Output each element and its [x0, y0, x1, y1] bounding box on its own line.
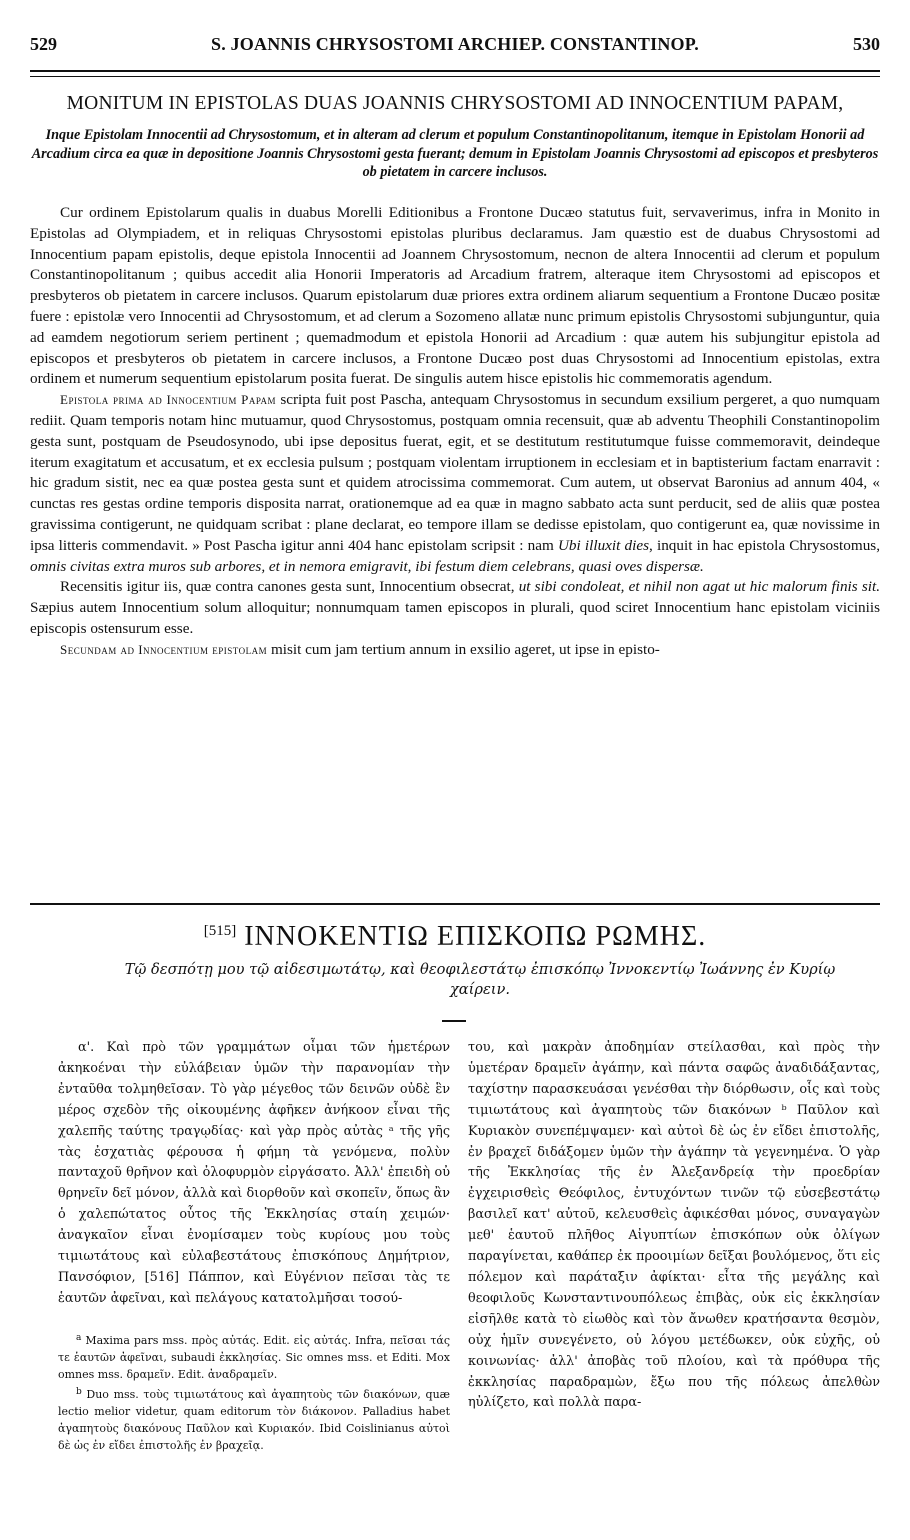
- paragraph-text: scripta fuit post Pascha, antequam Chrysostomus in secundum exsilium pergeret, a quo numquam rediit. Quam temporis notam hinc mutuamur, quod Chrysostomus, postquam omnia recensuit, quæ ab adventu Theophili Constantinopolim gesta sunt, postquam de Pseudosynodo, ubi ipse depositus fuerat, egit, et se destitutum restitutumque fuisse commemoravit, deindeque iterum exagitatum et accusatum, et ex ecclesia pulsum ; postquam violentam irruptionem in ecclesiam et in baptisterium factam enarravit : hic gradum sistit, nec ea quæ postea gesta sunt et quidem atrocissima commemorat. Cum autem, ut observat Baronius ad annum 404, « cunctas res gestas ordine temporis disposita narrat, orationemque ad ea quæ in magno sabbato acta sunt perducit, sed de aliis quæ postea gravissima contigerunt, ne quidquam scribat : plane declarat, eo tempore illam se dedisse epistolam, quo contigerunt ea, quæ novissime in ipsa litteris commendavit. » Post Pascha igitur anni 404 hanc epistolam scripsit : nam: [30, 391, 880, 554]
- paragraph-text: Recensitis igitur iis, quæ contra canones gesta sunt, Innocentium obsecrat,: [60, 578, 519, 596]
- footnote-text: Maxima pars mss. πρὸς αὐτάς. Edit. εἰς αὐτάς. Infra, πεῖσαι τάς τε ἑαυτῶν ἀφεῖναι, subaudi ἐκκλησίας. Sic omnes mss. et Editi. Mox omnes mss. δραμεῖν. Edit. ἀναδραμεῖν.: [58, 1334, 450, 1381]
- header-rule: [30, 70, 880, 77]
- page-number-left: 529: [30, 34, 57, 54]
- short-divider: [442, 1020, 466, 1022]
- paragraph-text: Sæpius autem Innocentium solum alloquitur; nonnumquam tamen episcopos in plurali, quod sciret Innocentium hanc epistolam viciniis episcopis ostensurum esse.: [30, 599, 880, 637]
- paragraph-lead: Epistola prima ad Innocentium Papam: [60, 392, 277, 408]
- greek-column-left: [58, 1038, 450, 1310]
- section-rule: [30, 903, 880, 905]
- greek-text-right: του, καὶ μακρὰν ἀποδημίαν στείλασθαι, καὶ πρὸς τὴν ὑμετέραν δραμεῖν ἀγάπην, καὶ πάντα σαφῶς ἀναδιδάξαντας, ταχίστην παρασκευάσαι γενέσθαι τὴν διόρθωσιν, οἷς καὶ τοὺς τιμιωτάτους καὶ ἀγαπητοὺς τῶν διακόνων ᵇ Παῦλον καὶ Κυριακὸν συνεπέμψαμεν· καὶ αὐτοὶ δὲ ὡς ἐν εἴδει ἐπιστολῆς, ἐν βραχεῖ διδάξομεν ὑμῶν τὴν ἀγάπην τὰ γεγενημένα. Ὁ γὰρ τῆς Ἐκκλησίας τῆς ἐν Ἀλεξανδρείᾳ τὴν προεδρίαν ἐγχειρισθεὶς Θεόφιλος, ἐντυχόντων τινῶν τῷ εὐσεβεστάτῳ βασιλεῖ κατ' αὐτοῦ, κελευσθεὶς ἀφικέσθαι μόνος, συναγαγὼν μεθ' ἑαυτοῦ πλῆθος Αἰγυπτίων ἐπισκόπων οὐκ ὀλίγων παραγίνεται, καθάπερ ἐκ προοιμίων δεῖξαι βουλόμενος, ὅτι εἰς πόλεμον καὶ παράταξιν ἀφίκται· εἶτα τῆς μεγάλης καὶ θεοφιλοῦς Κωνσταντινουπόλεως ἐπιβὰς, οὐκ εἰς ἐκκλησίαν εἰσῆλθε κατὰ τὸ εἰωθὸς καὶ τὸν ἄνωθεν κρατήσαντα θεσμὸν, οὐχ ἡμῖν συνεγένετο, οὐ λόγου μετέδωκεν, οὐκ εὐχῆς, οὐ κοινωνίας· ἀλλ' ἀποβὰς τοῦ πλοίου, καὶ τὰ πρόθυρα τῆς ἐκκλησίας παραδραμὼν, ἔξω που τῆς πόλεως ἀπελθὼν ηὐλίζετο, καὶ πολλὰ παρα-: [468, 1040, 880, 1411]
- monitum-body: [30, 203, 880, 661]
- footnote-text: Duo mss. τοὺς τιμιωτάτους καὶ ἀγαπητοὺς τῶν διακόνων, quæ lectio melior videtur, quam editorum τὸν διάκονον. Palladius habet ἀγαπητοὺς διακόνους Παῦλον καὶ Κυριακόν. Ibid Coislinianus αὐτοὶ δὲ ὡς ἐν εἴδει ἐπιστολῆς ἐν βραχεῖᾳ.: [58, 1388, 450, 1452]
- greek-column-right: [468, 1038, 880, 1414]
- running-title: S. JOANNIS CHRYSOSTOMI ARCHIEP. CONSTANTINOP.: [211, 34, 699, 54]
- paragraph-lead: Secundam ad Innocentium epistolam: [60, 641, 268, 657]
- body-paragraph-1: Cur ordinem Epistolarum qualis in duabus Morelli Editionibus a Frontone Ducæo statutus fuit, servaverimus, infra in Monito in Epistolas ad Olympiadem, et in reliquas Chrysostomi epistolas pluribus declaramus. Jam quæstio est de duabus Chrysostomi ad Innocentium papam epistolis, deque epistola Innocentii ad Joannem Chrysostomum, necnon de altera Innocentii ad clerum et populum Constantinopolitanum ; quibus accedit alia Honorii Imperatoris ad Arcadium fratrem, alteraque item Chrysostomi ad episcopos et presbyteros ob pietatem in carcere inclusos. Quarum epistolarum duæ priores extra ordinem aliarum sequentium a Frontone Ducæo positæ fuere : epistolæ vero Innocentii ad Chrysostomum, et ad clerum a Sozomeno allatæ nunc primum epistolis Chrysostomi subjunguntur, quia ad eamdem negotiorum seriem pertinent ; quemadmodum et epistola Honorii ad Arcadium : quæ autem his subjungitur epistola ad episcopos et presbyteros ob pietatem in carcere inclusos, a Frontone Ducæo post duas Chrysostomi ad Innocentium epistolas, extra ordinem et numerum sequentium epistolarum posita fuerat. De singulis autem hisce epistolis hic commemoratis agendum.: [30, 204, 880, 388]
- column-marker: [515]: [203, 923, 237, 939]
- footnote-b: [58, 1384, 450, 1454]
- greek-text-left: α'. Καὶ πρὸ τῶν γραμμάτων οἶμαι τῶν ἡμετέρων ἀκηκοέναι τὴν εὐλάβειαν ὑμῶν τὴν παρανομίαν τὴν ἐνταῦθα τολμηθεῖσαν. Τὸ γὰρ μέγεθος τῶν δεινῶν οὐδὲ ἓν μέρος σχεδὸν τῆς οἰκουμένης ἀφῆκεν ἀνήκοον εἶναι τῆς χαλεπῆς ταύτης τραγῳδίας· καὶ γὰρ πρὸς αὐτὰς ᵃ τῆς γῆς τὰς ἐσχατιὰς φέρουσα ἡ φήμη τὰ γενόμενα, πολὺν πανταχοῦ θρῆνον καὶ ὀλοφυρμὸν εἰργάσατο. Ἀλλ' ἐπειδὴ οὐ θρηνεῖν δεῖ μόνον, ἀλλὰ καὶ διορθοῦν καὶ σκοπεῖν, ὅπως ἂν ὁ χαλεπώτατος οὗτος τῆς Ἐκκλησίας σταίη χειμών· ἀναγκαῖον εἶναι ἐνομίσαμεν τοὺς κυρίους μου τοὺς τιμιωτάτους καὶ εὐλαβεστάτους ἐπισκόπους Δημήτριον, Πανσόφιον, [516] Πάππον, καὶ Εὐγένιον πεῖσαι τὰς τε ἑαυτῶν ἀφεῖναι, καὶ πελάγους κατατολμῆσαι τοσού-: [58, 1040, 450, 1306]
- greek-salutation: Τῷ δεσπότῃ μου τῷ αἰδεσιμωτάτῳ, καὶ θεοφιλεστάτῳ ἐπισκόπῳ Ἰννοκεντίῳ Ἰωάννης ἐν Κυρίῳ χαίρειν.: [124, 961, 836, 998]
- footnote-mark: b: [76, 1387, 82, 1398]
- paragraph-text: , inquit in hac epistola Chrysostomus,: [649, 536, 880, 554]
- footnotes: [58, 1330, 450, 1456]
- paragraph-text: misit cum jam tertium annum in exsilio ageret, ut ipse in episto-: [267, 640, 660, 658]
- quotation: Ubi illuxit dies: [557, 536, 650, 554]
- body-paragraph-2: [30, 390, 880, 577]
- monitum-subtitle: Inque Epistolam Innocentii ad Chrysostomum, et in alteram ad clerum et populum Constantinopolitanum, itemque in Epistolam Honorii ad Arcadium circa ea quæ in depositione Joannis Chrysostomi gesta fuerant; demum in Epistolam Joannis Chrysostomi ad episcopos et presbyteros ob pietatem in carcere inclusos.: [31, 127, 879, 180]
- greek-title-text: ΙΝΝΟΚΕΝΤΙΩ ΕΠΙΣΚΟΠΩ ΡΩΜΗΣ.: [244, 921, 707, 952]
- quotation: ut sibi condoleat, et nihil non agat ut hic malorum finis sit.: [518, 578, 880, 596]
- page-number-right: 530: [853, 34, 880, 54]
- quotation: omnis civitas extra muros sub arbores, et in nemora emigravit, ibi festum diem celebrans, quasi oves dispersæ.: [30, 557, 704, 575]
- greek-letter-title: [30, 921, 880, 953]
- footnote-a: [58, 1330, 450, 1383]
- running-head: [30, 34, 880, 62]
- body-paragraph-4: [30, 640, 880, 661]
- body-paragraph-3: [30, 577, 880, 639]
- footnote-mark: a: [76, 1333, 82, 1343]
- monitum-title: MONITUM IN EPISTOLAS DUAS JOANNIS CHRYSOSTOMI AD INNOCENTIUM PAPAM,: [66, 93, 844, 114]
